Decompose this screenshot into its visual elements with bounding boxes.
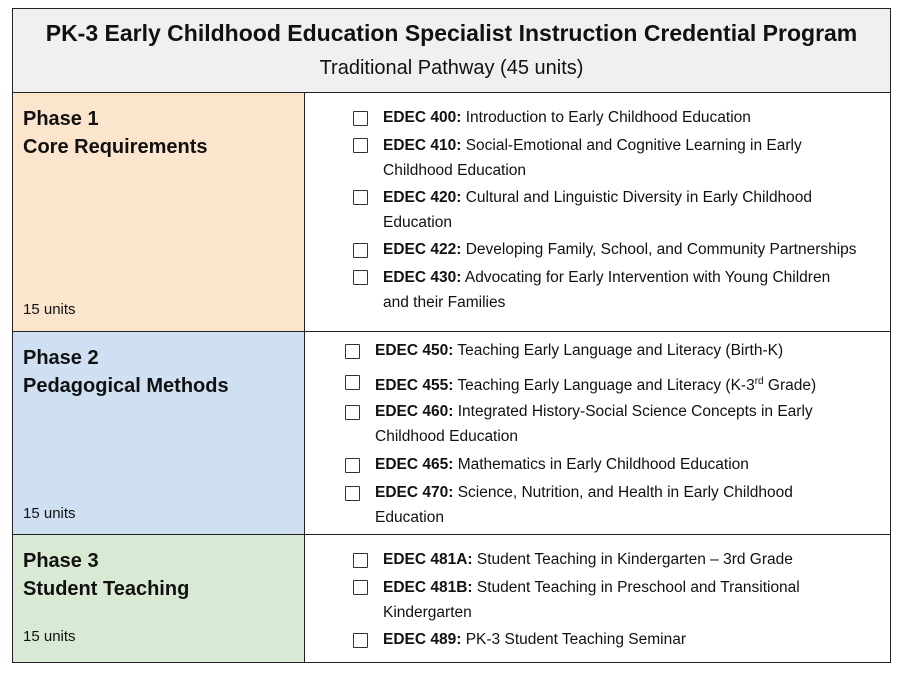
course-checkbox[interactable] [353,243,368,258]
phase-1-row [13,93,890,332]
phase-2-name: Pedagogical Methods [23,375,229,397]
phase-1-units: 15 units [23,301,76,318]
course-edec-489: EDEC 489: PK-3 Student Teaching Seminar [383,631,687,648]
course-checkbox[interactable] [345,486,360,501]
course-checkbox[interactable] [345,344,360,359]
phase-1-label-cell [13,93,305,331]
course-edec-450: EDEC 450: Teaching Early Language and Literacy (Birth-K) [375,342,784,359]
course-checkbox[interactable] [353,553,368,568]
course-edec-455: EDEC 455: Teaching Early Language and Literacy (K-3rd Grade) [375,376,817,395]
phase-3-label-cell [13,535,305,662]
course-edec-422: EDEC 422: Developing Family, School, and Community Partnerships [383,241,857,258]
table-header [13,9,890,93]
phase-3-units: 15 units [23,628,76,645]
course-edec-470: EDEC 470: Science, Nutrition, and Health in Early Childhood Education [375,484,793,526]
course-edec-430: EDEC 430: Advocating for Early Intervention with Young Children and their Families [383,269,831,311]
phase-3-title [23,547,189,603]
course-checkbox[interactable] [353,633,368,648]
phase-1-title [23,105,208,161]
page-subtitle: Traditional Pathway (45 units) [319,57,584,79]
phase-3-name: Student Teaching [23,578,190,600]
course-checkbox[interactable] [345,375,360,390]
course-edec-481b: EDEC 481B: Student Teaching in Preschool and Transitional Kindergarten [383,579,800,621]
phase-3-courses [306,535,890,662]
course-checkbox[interactable] [353,270,368,285]
credential-program-table [12,8,891,663]
phase-2-units: 15 units [23,505,76,522]
page-title: PK-3 Early Childhood Education Specialist Instruction Credential Program [45,20,858,46]
course-checkbox[interactable] [353,138,368,153]
phase-1-courses [306,93,890,331]
course-checkbox[interactable] [353,580,368,595]
course-edec-465: EDEC 465: Mathematics in Early Childhood Education [375,456,749,473]
course-edec-410: EDEC 410: Social-Emotional and Cognitive Learning in Early Childhood Education [383,137,802,179]
phase-2-courses [306,332,890,534]
phase-2-label-cell [13,332,305,534]
course-edec-481a: EDEC 481A: Student Teaching in Kindergarten – 3rd Grade [383,551,793,568]
phase-1-name: Core Requirements [23,136,208,158]
course-edec-420: EDEC 420: Cultural and Linguistic Diversity in Early Childhood Education [383,189,813,231]
course-checkbox[interactable] [353,111,368,126]
course-edec-400: EDEC 400: Introduction to Early Childhood Education [383,109,751,126]
course-checkbox[interactable] [345,405,360,420]
phase-3-row [13,535,890,662]
phase-2-row [13,332,890,535]
course-checkbox[interactable] [353,190,368,205]
phase-3-number: Phase 3 [23,550,99,572]
phase-2-title [23,344,229,400]
phase-1-number: Phase 1 [23,108,99,130]
course-checkbox[interactable] [345,458,360,473]
phase-2-number: Phase 2 [23,347,99,369]
course-edec-460: EDEC 460: Integrated History-Social Science Concepts in Early Childhood Education [375,403,813,445]
